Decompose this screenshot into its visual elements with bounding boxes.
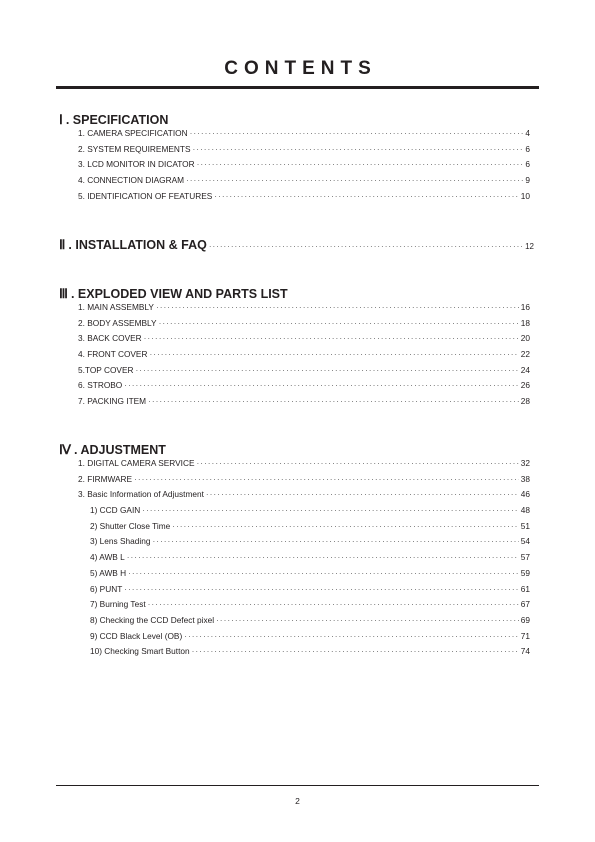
section-title: . ADJUSTMENT xyxy=(74,443,166,457)
dot-leader xyxy=(172,521,519,531)
toc-subentry[interactable] xyxy=(78,505,530,521)
dot-leader xyxy=(136,365,519,375)
toc-entry-page: 48 xyxy=(520,505,530,516)
dot-leader xyxy=(148,599,519,609)
toc-entry-label: 9) CCD Black Level (OB) xyxy=(90,630,183,641)
section-title: . EXPLODED VIEW AND PARTS LIST xyxy=(70,287,288,301)
toc-entry[interactable] xyxy=(78,333,530,349)
toc-entry[interactable] xyxy=(78,144,530,160)
dot-leader xyxy=(197,159,524,169)
dot-leader xyxy=(149,349,518,359)
toc-entry-page: 6 xyxy=(525,159,530,170)
toc-list-exploded-view xyxy=(78,302,530,412)
toc-subentry[interactable] xyxy=(78,568,530,584)
toc-entry-label: 4) AWB L xyxy=(90,552,125,563)
toc-entry-page: 51 xyxy=(520,520,530,531)
dot-leader xyxy=(190,128,524,138)
section-heading-specification[interactable] xyxy=(59,112,168,128)
toc-entry-label: 2. FIRMWARE xyxy=(78,473,133,484)
dot-leader xyxy=(152,536,518,546)
section-numeral: Ⅲ xyxy=(59,286,68,301)
toc-entry-page: 67 xyxy=(520,599,530,610)
toc-entry-label: 5.TOP COVER xyxy=(78,364,134,375)
toc-entry-page: 6 xyxy=(525,143,530,154)
toc-entry-label: 1. DIGITAL CAMERA SERVICE xyxy=(78,458,195,468)
toc-entry-page: 38 xyxy=(520,473,530,484)
section-page: 12 xyxy=(525,242,534,251)
toc-entry-page: 26 xyxy=(520,380,530,391)
toc-entry-label: 1. MAIN ASSEMBLY xyxy=(78,302,154,312)
toc-entry[interactable] xyxy=(78,191,530,207)
section-heading-adjustment[interactable] xyxy=(59,442,166,458)
toc-entry-label: 3. BACK COVER xyxy=(78,333,142,344)
toc-entry-label: 3. LCD MONITOR IN DICATOR xyxy=(78,159,195,170)
toc-entry-label: 5) AWB H xyxy=(90,567,127,578)
toc-entry[interactable] xyxy=(78,474,530,490)
toc-entry-page: 74 xyxy=(520,646,530,657)
toc-entry-label: 2) Shutter Close Time xyxy=(90,520,171,531)
dot-leader xyxy=(148,396,519,406)
top-rule xyxy=(56,86,539,89)
toc-list-adjustment xyxy=(78,458,530,662)
toc-subentry[interactable] xyxy=(78,584,530,600)
dot-leader xyxy=(193,144,524,154)
toc-entry-label: 7. PACKING ITEM xyxy=(78,396,147,407)
section-numeral: Ⅳ xyxy=(59,442,71,457)
section-title: . INSTALLATION & FAQ xyxy=(68,238,207,252)
bottom-rule xyxy=(56,785,539,786)
section-numeral: Ⅰ xyxy=(59,112,63,127)
dot-leader xyxy=(124,380,519,390)
toc-subentry[interactable] xyxy=(78,521,530,537)
toc-entry[interactable] xyxy=(78,318,530,334)
dot-leader xyxy=(197,458,519,468)
dot-leader xyxy=(214,191,518,201)
toc-entry-label: 3. Basic Information of Adjustment xyxy=(78,489,204,500)
toc-entry-page: 59 xyxy=(520,567,530,578)
toc-entry-page: 18 xyxy=(520,317,530,328)
toc-entry[interactable] xyxy=(78,365,530,381)
section-numeral: Ⅱ xyxy=(59,237,66,252)
toc-entry-page: 57 xyxy=(520,552,530,563)
toc-entry-label: 2. SYSTEM REQUIREMENTS xyxy=(78,143,191,154)
dot-leader xyxy=(216,615,519,625)
toc-entry-label: 7) Burning Test xyxy=(90,599,146,610)
toc-entry[interactable] xyxy=(78,458,530,474)
toc-entry-page: 71 xyxy=(520,630,530,641)
toc-entry-label: 8) Checking the CCD Defect pixel xyxy=(90,614,215,625)
dot-leader xyxy=(124,584,518,594)
section-title: . SPECIFICATION xyxy=(65,113,169,127)
toc-entry-label: 2. BODY ASSEMBLY xyxy=(78,317,157,328)
toc-subentry[interactable] xyxy=(78,646,530,662)
toc-entry[interactable] xyxy=(78,349,530,365)
toc-entry[interactable] xyxy=(78,380,530,396)
toc-entry-page: 28 xyxy=(520,396,530,407)
dot-leader xyxy=(186,175,523,185)
page-number: 2 xyxy=(295,796,300,806)
toc-subentry[interactable] xyxy=(78,631,530,647)
toc-entry[interactable] xyxy=(78,396,530,412)
toc-entry-page: 69 xyxy=(520,614,530,625)
toc-entry-page: 16 xyxy=(520,302,530,312)
dot-leader xyxy=(206,489,519,499)
toc-entry-label: 3) Lens Shading xyxy=(90,536,151,547)
dot-leader xyxy=(134,474,519,484)
dot-leader xyxy=(128,568,519,578)
toc-entry-label: 10) Checking Smart Button xyxy=(90,646,190,657)
dot-leader xyxy=(127,552,519,562)
toc-entry-page: 46 xyxy=(520,489,530,500)
section-heading-installation[interactable] xyxy=(59,237,534,253)
dot-leader xyxy=(144,333,519,343)
toc-entry-page: 24 xyxy=(520,364,530,375)
dot-leader xyxy=(209,242,523,251)
toc-entry-page: 22 xyxy=(520,349,530,360)
dot-leader xyxy=(184,631,519,641)
section-heading-exploded-view[interactable] xyxy=(59,286,288,302)
dot-leader xyxy=(142,505,519,515)
toc-entry-label: 1. CAMERA SPECIFICATION xyxy=(78,128,188,138)
toc-entry-label: 6. STROBO xyxy=(78,380,123,391)
toc-entry-label: 5. IDENTIFICATION OF FEATURES xyxy=(78,190,213,201)
toc-entry-page: 61 xyxy=(520,583,530,594)
toc-subentry[interactable] xyxy=(78,615,530,631)
dot-leader xyxy=(159,318,519,328)
toc-entry-label: 4. FRONT COVER xyxy=(78,349,148,360)
toc-entry-page: 4 xyxy=(525,128,530,138)
toc-entry-page: 10 xyxy=(520,190,530,201)
toc-entry[interactable] xyxy=(78,175,530,191)
toc-entry-page: 20 xyxy=(520,333,530,344)
toc-subentry[interactable] xyxy=(78,536,530,552)
toc-entry[interactable] xyxy=(78,302,530,318)
page-title: CONTENTS xyxy=(224,58,377,79)
toc-entry-label: 4. CONNECTION DIAGRAM xyxy=(78,175,185,186)
toc-entry-label: 1) CCD GAIN xyxy=(90,505,141,516)
toc-subentry[interactable] xyxy=(78,599,530,615)
toc-entry-page: 54 xyxy=(520,536,530,547)
dot-leader xyxy=(192,646,519,656)
toc-entry[interactable] xyxy=(78,128,530,144)
toc-subentry[interactable] xyxy=(78,552,530,568)
toc-list-specification xyxy=(78,128,530,206)
toc-entry-label: 6) PUNT xyxy=(90,583,123,594)
toc-entry-page: 9 xyxy=(525,175,530,186)
dot-leader xyxy=(156,302,519,312)
toc-entry-page: 32 xyxy=(520,458,530,468)
toc-entry[interactable] xyxy=(78,159,530,175)
toc-entry[interactable] xyxy=(78,489,530,505)
